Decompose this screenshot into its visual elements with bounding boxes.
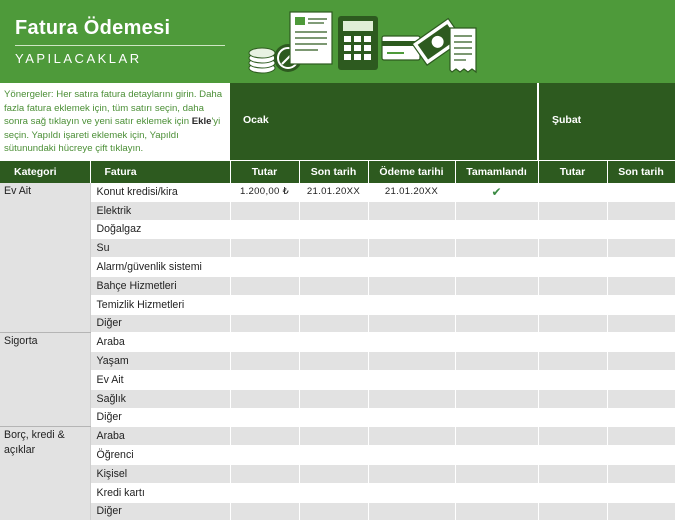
bill-table [0, 160, 675, 520]
bill-name-cell[interactable]: Diğer [90, 502, 230, 520]
bill-name-cell[interactable]: Alarm/güvenlik sistemi [90, 258, 230, 277]
bill-name-cell[interactable]: Diğer [90, 314, 230, 333]
title-divider [15, 45, 225, 46]
amount-cell[interactable] [230, 258, 299, 277]
column-header-bill[interactable]: Fatura [90, 161, 230, 183]
due-cell[interactable] [299, 314, 368, 333]
month-header-january[interactable] [230, 83, 537, 160]
bill-name-cell[interactable]: Bahçe Hizmetleri [90, 276, 230, 295]
amount-cell[interactable] [230, 295, 299, 314]
done-check-cell[interactable] [455, 446, 538, 465]
bill-name-cell[interactable]: Araba [90, 333, 230, 352]
amount-cell[interactable] [230, 370, 299, 389]
amount-feb-cell[interactable] [538, 408, 607, 427]
due-feb-cell[interactable] [607, 183, 675, 202]
due-feb-cell[interactable] [607, 389, 675, 408]
amount-feb-cell[interactable] [538, 258, 607, 277]
due-cell[interactable]: 21.01.20XX [299, 183, 368, 202]
done-check-cell[interactable]: ✔ [455, 183, 538, 202]
calculator-icon [338, 16, 378, 70]
due-feb-cell[interactable] [607, 408, 675, 427]
done-check-cell[interactable] [455, 201, 538, 220]
instructions-part2: 'yi seçin. Yapıldı işareti eklemek için, Yapıldı sütunundaki hücreye çift tıklayın. [4, 116, 221, 155]
table-row [0, 352, 675, 371]
amount-cell[interactable] [230, 239, 299, 258]
table-row [0, 295, 675, 314]
bill-name-cell[interactable]: Su [90, 239, 230, 258]
table-row [0, 333, 675, 352]
amount-feb-cell[interactable] [538, 333, 607, 352]
due-cell[interactable] [299, 502, 368, 520]
amount-feb-cell[interactable] [538, 276, 607, 295]
due-cell[interactable] [299, 239, 368, 258]
bill-name-cell[interactable]: Elektrik [90, 201, 230, 220]
paid-cell[interactable] [368, 201, 455, 220]
paid-cell[interactable] [368, 408, 455, 427]
credit-card-icon [382, 36, 420, 60]
bill-name-cell[interactable]: Sağlık [90, 389, 230, 408]
amount-feb-cell[interactable] [538, 427, 607, 446]
amount-cell[interactable] [230, 446, 299, 465]
column-header-amount[interactable]: Tutar [230, 161, 299, 183]
column-header-amount-feb[interactable]: Tutar [538, 161, 607, 183]
instructions-part1: Yönergeler: Her satıra fatura detaylarını girin. Daha fazla fatura eklemek için, tüm satırı seçin, daha sonra sağ tıklayın ve yeni satır eklemek için [4, 89, 223, 128]
month-label: Şubat [552, 114, 582, 126]
bill-name-cell[interactable]: Temizlik Hizmetleri [90, 295, 230, 314]
table-row [0, 314, 675, 333]
done-check-cell[interactable] [455, 295, 538, 314]
due-feb-cell[interactable] [607, 370, 675, 389]
month-header-february[interactable] [539, 83, 675, 160]
amount-feb-cell[interactable] [538, 389, 607, 408]
table-row [0, 276, 675, 295]
due-feb-cell[interactable] [607, 446, 675, 465]
bill-name-cell[interactable]: Öğrenci [90, 446, 230, 465]
amount-cell[interactable] [230, 389, 299, 408]
due-feb-cell[interactable] [607, 220, 675, 239]
amount-cell[interactable] [230, 201, 299, 220]
paid-cell[interactable] [368, 295, 455, 314]
amount-cell[interactable] [230, 427, 299, 446]
done-check-cell[interactable] [455, 427, 538, 446]
receipt-icon [450, 28, 476, 72]
paid-cell[interactable] [368, 464, 455, 483]
due-cell[interactable] [299, 408, 368, 427]
due-feb-cell[interactable] [607, 314, 675, 333]
amount-cell[interactable] [230, 352, 299, 371]
bill-name-cell[interactable]: Kişisel [90, 464, 230, 483]
due-cell[interactable] [299, 295, 368, 314]
paid-cell[interactable] [368, 220, 455, 239]
due-cell[interactable] [299, 483, 368, 502]
table-row [0, 258, 675, 277]
due-feb-cell[interactable] [607, 258, 675, 277]
amount-feb-cell[interactable] [538, 295, 607, 314]
amount-feb-cell[interactable] [538, 352, 607, 371]
paid-cell[interactable] [368, 314, 455, 333]
column-header-row [0, 161, 675, 183]
done-check-cell[interactable] [455, 258, 538, 277]
done-check-cell[interactable] [455, 333, 538, 352]
amount-cell[interactable] [230, 314, 299, 333]
done-check-cell[interactable] [455, 464, 538, 483]
column-header-category[interactable]: Kategori [0, 161, 90, 183]
amount-feb-cell[interactable] [538, 464, 607, 483]
due-feb-cell[interactable] [607, 352, 675, 371]
amount-cell[interactable] [230, 220, 299, 239]
amount-feb-cell[interactable] [538, 446, 607, 465]
due-feb-cell[interactable] [607, 483, 675, 502]
page-subtitle: YAPILACAKLAR [15, 51, 142, 66]
table-row [0, 408, 675, 427]
due-feb-cell[interactable] [607, 295, 675, 314]
due-feb-cell[interactable] [607, 239, 675, 258]
amount-cell[interactable] [230, 333, 299, 352]
page-title: Fatura Ödemesi [15, 17, 171, 39]
bill-name-cell[interactable]: Araba [90, 427, 230, 446]
paid-cell[interactable] [368, 483, 455, 502]
column-header-due-date-feb[interactable]: Son tarih [607, 161, 675, 183]
paid-cell[interactable] [368, 502, 455, 520]
amount-cell[interactable] [230, 483, 299, 502]
table-row [0, 183, 675, 202]
bill-name-cell[interactable]: Diğer [90, 408, 230, 427]
paid-cell[interactable] [368, 446, 455, 465]
paid-cell[interactable] [368, 352, 455, 371]
instructions-text [4, 88, 228, 156]
due-cell[interactable] [299, 464, 368, 483]
bill-name-cell[interactable]: Konut kredisi/kira [90, 183, 230, 202]
done-check-cell[interactable] [455, 276, 538, 295]
amount-feb-cell[interactable] [538, 183, 607, 202]
bill-name-cell[interactable]: Doğalgaz [90, 220, 230, 239]
amount-cell[interactable] [230, 408, 299, 427]
column-header-due-date[interactable]: Son tarih [299, 161, 368, 183]
column-header-payment-date[interactable]: Ödeme tarihi [368, 161, 455, 183]
done-check-cell[interactable] [455, 408, 538, 427]
month-label: Ocak [243, 114, 269, 126]
title-banner [0, 0, 675, 83]
amount-feb-cell[interactable] [538, 483, 607, 502]
due-feb-cell[interactable] [607, 276, 675, 295]
table-row [0, 446, 675, 465]
table-row [0, 464, 675, 483]
due-cell[interactable] [299, 220, 368, 239]
table-row [0, 502, 675, 520]
due-feb-cell[interactable] [607, 427, 675, 446]
paid-cell[interactable]: 21.01.20XX [368, 183, 455, 202]
column-header-done[interactable]: Tamamlandı [455, 161, 538, 183]
table-row [0, 370, 675, 389]
due-feb-cell[interactable] [607, 201, 675, 220]
bill-name-cell[interactable]: Ev Ait [90, 370, 230, 389]
amount-cell[interactable] [230, 276, 299, 295]
category-cell[interactable]: Borç, kredi & açıklar [0, 427, 90, 520]
paid-cell[interactable] [368, 239, 455, 258]
due-cell[interactable] [299, 352, 368, 371]
table-row [0, 239, 675, 258]
paid-cell[interactable] [368, 333, 455, 352]
amount-feb-cell[interactable] [538, 201, 607, 220]
amount-feb-cell[interactable] [538, 502, 607, 520]
due-cell[interactable] [299, 389, 368, 408]
done-check-cell[interactable] [455, 220, 538, 239]
amount-feb-cell[interactable] [538, 314, 607, 333]
bill-document-icon [290, 12, 332, 64]
amount-cell[interactable]: 1.200,00 ₺ [230, 183, 299, 202]
paid-cell[interactable] [368, 258, 455, 277]
paid-cell[interactable] [368, 276, 455, 295]
paid-cell[interactable] [368, 427, 455, 446]
table-row [0, 220, 675, 239]
table-row [0, 389, 675, 408]
instructions-bold: Ekle [191, 116, 212, 128]
bill-name-cell[interactable]: Yaşam [90, 352, 230, 371]
amount-feb-cell[interactable] [538, 370, 607, 389]
done-check-cell[interactable] [455, 389, 538, 408]
bill-table-body [0, 183, 675, 520]
category-cell[interactable]: Ev Ait [0, 183, 90, 333]
due-cell[interactable] [299, 258, 368, 277]
amount-feb-cell[interactable] [538, 239, 607, 258]
due-cell[interactable] [299, 201, 368, 220]
due-cell[interactable] [299, 446, 368, 465]
bill-name-cell[interactable]: Kredi kartı [90, 483, 230, 502]
amount-feb-cell[interactable] [538, 220, 607, 239]
amount-cell[interactable] [230, 464, 299, 483]
done-check-cell[interactable] [455, 239, 538, 258]
done-check-cell[interactable] [455, 314, 538, 333]
paid-cell[interactable] [368, 389, 455, 408]
amount-cell[interactable] [230, 502, 299, 520]
due-feb-cell[interactable] [607, 464, 675, 483]
due-feb-cell[interactable] [607, 502, 675, 520]
due-cell[interactable] [299, 427, 368, 446]
category-cell[interactable]: Sigorta [0, 333, 90, 427]
paid-cell[interactable] [368, 370, 455, 389]
due-cell[interactable] [299, 333, 368, 352]
done-check-cell[interactable] [455, 483, 538, 502]
table-row [0, 201, 675, 220]
table-row [0, 427, 675, 446]
due-cell[interactable] [299, 370, 368, 389]
done-check-cell[interactable] [455, 502, 538, 520]
due-feb-cell[interactable] [607, 333, 675, 352]
done-check-cell[interactable] [455, 352, 538, 371]
bill-illustration [246, 8, 481, 78]
due-cell[interactable] [299, 276, 368, 295]
table-row [0, 483, 675, 502]
done-check-cell[interactable] [455, 370, 538, 389]
